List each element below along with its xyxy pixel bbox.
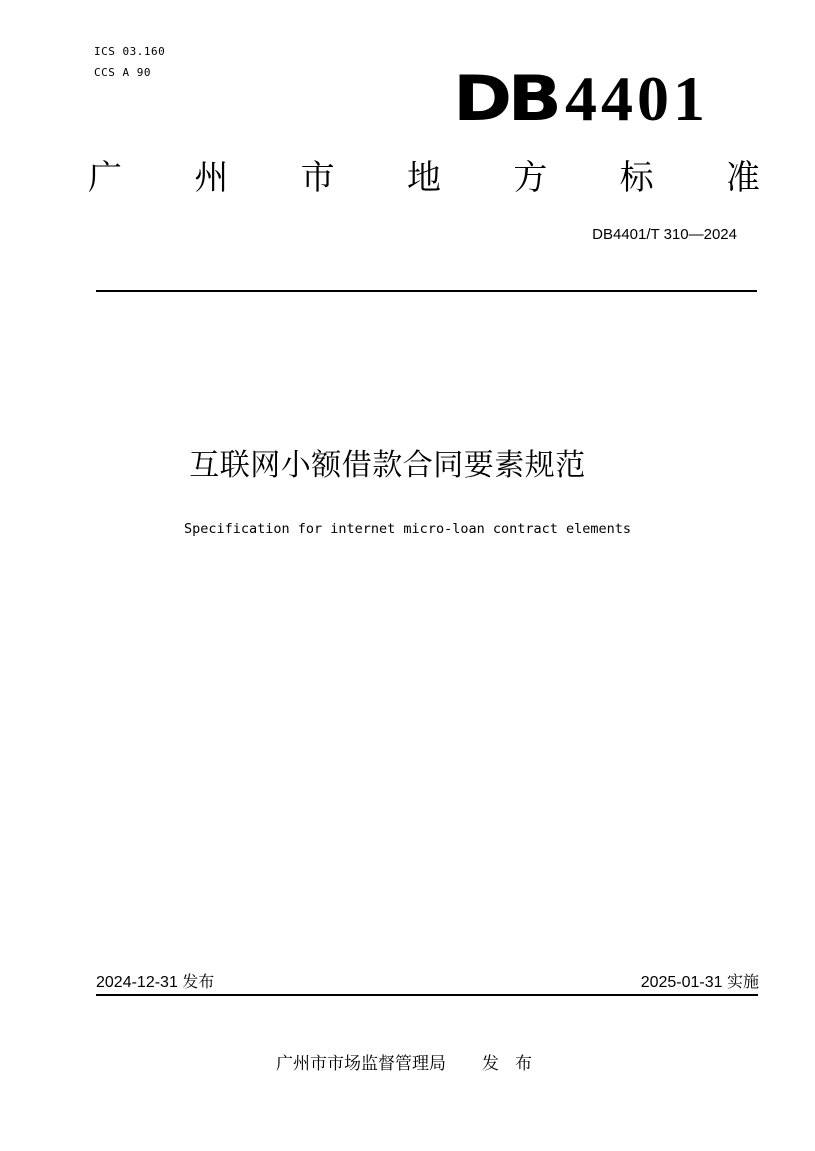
implementation-date: 2025-01-31 实施 (640, 974, 759, 991)
standard-type-heading (88, 156, 760, 200)
logo-number: 4401 (565, 63, 709, 134)
issuer-name: 广州市市场监督管理局 (276, 1054, 446, 1074)
standard-type-char: 市 (300, 158, 335, 198)
release-date: 2024-12-31 发布 (96, 974, 215, 991)
issuer-action-char: 发 (482, 1054, 499, 1074)
title-chinese-wrap (0, 444, 815, 488)
standard-type-char: 州 (194, 158, 229, 198)
title-chinese: 互联网小额借款合同要素规范 (189, 448, 586, 483)
db-logo (453, 62, 709, 135)
issuer-line (276, 1052, 548, 1076)
bottom-divider (96, 994, 758, 996)
top-divider (96, 290, 757, 292)
standard-type-char: 广 (88, 158, 122, 198)
ics-code: ICS 03.160 (94, 45, 166, 58)
issuer-action-char: 布 (515, 1054, 532, 1074)
standard-number: DB4401/T 310—2024 (592, 226, 737, 243)
issuer-action (482, 1054, 548, 1074)
classification-codes (94, 41, 165, 83)
ccs-code: CCS A 90 (94, 66, 151, 79)
standard-type-char: 准 (725, 158, 760, 198)
standard-type-char: 方 (513, 158, 548, 198)
standard-type-char: 地 (406, 158, 441, 198)
standard-type-char: 标 (619, 158, 654, 198)
title-english: Specification for internet micro-loan contract elements (183, 521, 632, 537)
logo-prefix: DB (453, 62, 558, 135)
